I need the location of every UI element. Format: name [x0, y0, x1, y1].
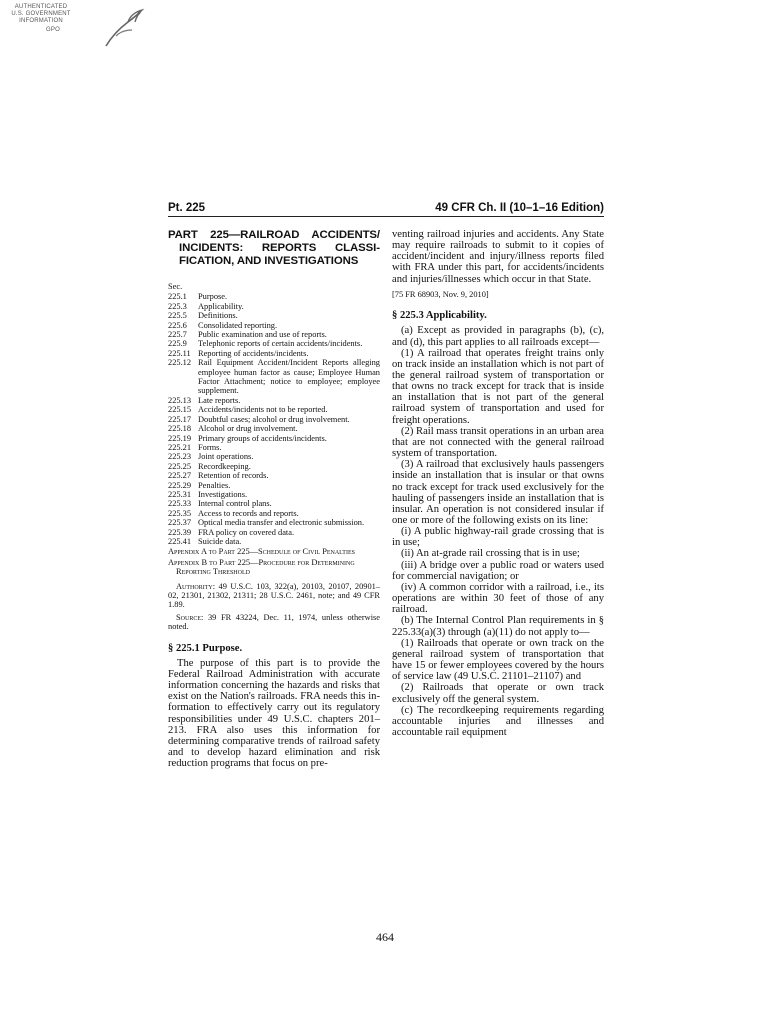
toc-entry — [168, 528, 380, 537]
toc-title: Late reports. — [198, 395, 241, 405]
toc-title: Internal control plans. — [198, 499, 272, 509]
section-225-3-heading: § 225.3 Applicability. — [392, 310, 487, 322]
paragraph: (b) The Internal Control Plan requirements in § 225.33(a)(3) through (a)(11) do not apply to— — [392, 615, 604, 638]
toc-title: Telephonic reports of certain accidents/incidents. — [198, 339, 363, 349]
toc-title: Access to records and reports. — [198, 508, 299, 518]
toc-title: Applicability. — [198, 301, 244, 311]
toc-title: Recordkeeping. — [198, 461, 251, 471]
gpo-stamp-text — [6, 4, 76, 34]
toc-number: 225.5 — [168, 311, 187, 321]
stamp-line-3: INFORMATION — [19, 18, 63, 24]
toc-number: 225.41 — [168, 536, 192, 546]
section-225-1-continuation: venting railroad injuries and accidents. Any State may require railroads to submit to it copies of accident/incident and injury/illness reports filed with FRA under this part, for accidents/incidents and injuries/illnesses which occur in that State. — [392, 229, 604, 285]
toc-number: 225.12 — [168, 358, 192, 368]
toc-entry — [168, 311, 380, 320]
toc-entry — [168, 396, 380, 405]
toc-number: 225.37 — [168, 518, 192, 528]
left-column — [168, 229, 380, 769]
authority-label: Authority: — [176, 581, 216, 591]
toc-title: Optical media transfer and electronic submission. — [198, 518, 365, 528]
section-225-1-citation: [75 FR 68903, Nov. 9, 2010] — [392, 289, 489, 299]
section-225-1-text: The purpose of this part is to provide the Federal Railroad Administration with accurate information concerning the hazards and risks that exist on the Nation's railroads. FRA needs this information to effectively carry out its regulatory responsibilities under 49 U.S.C. chapters 201–213. FRA also uses this information for determining comparative trends of railroad safety and to develop hazard elimination and risk reduction programs that focus on pre- — [168, 657, 380, 770]
paragraph: (3) A railroad that exclusively hauls passengers inside an installation that is insular or that owns no track except for track used exclusively for the hauling of passengers inside an installation that is insular. An operation is not considered insular if one or more of the following exists on its line: — [392, 459, 604, 526]
toc-entry — [168, 452, 380, 461]
toc-title: Joint operations. — [198, 452, 254, 462]
toc-section-label: Sec. — [168, 282, 183, 291]
authority-text: 49 U.S.C. 103, 322(a), 20103, 20107, 20901–02, 21301, 21302, 21311; 28 U.S.C. 2461, note; and 49 CFR 1.89. — [168, 581, 381, 610]
toc-entry — [168, 339, 380, 348]
gpo-authentication-stamp — [6, 4, 156, 54]
cfr-page — [168, 202, 604, 769]
authority-note — [168, 582, 380, 610]
table-of-contents — [168, 282, 380, 577]
paragraph: (i) A public highway-rail grade crossing that is in use; — [392, 526, 604, 549]
toc-number: 225.9 — [168, 339, 187, 349]
toc-number: 225.29 — [168, 480, 192, 490]
toc-title: Consolidated reporting. — [198, 320, 278, 330]
toc-title: Primary groups of accidents/incidents. — [198, 433, 327, 443]
toc-entry — [168, 443, 380, 452]
toc-entry — [168, 405, 380, 414]
source-note — [168, 613, 380, 632]
toc-number: 225.7 — [168, 330, 187, 340]
toc-number: 225.39 — [168, 527, 192, 537]
toc-number: 225.13 — [168, 395, 192, 405]
toc-title: Purpose. — [198, 292, 228, 302]
toc-number: 225.31 — [168, 489, 192, 499]
toc-title: Accidents/incidents not to be reported. — [198, 405, 328, 415]
toc-entry — [168, 518, 380, 527]
right-column — [392, 229, 604, 769]
toc-number: 225.17 — [168, 414, 192, 424]
toc-number: 225.33 — [168, 499, 192, 509]
toc-entry — [168, 481, 380, 490]
toc-title: Penalties. — [198, 480, 231, 490]
toc-number: 225.1 — [168, 292, 187, 302]
toc-title: Suicide data. — [198, 536, 242, 546]
toc-title: Alcohol or drug involvement. — [198, 424, 298, 434]
toc-number: 225.27 — [168, 471, 192, 481]
toc-entry — [168, 471, 380, 480]
toc-number: 225.23 — [168, 452, 192, 462]
toc-title: Investigations. — [198, 489, 248, 499]
running-header — [168, 202, 604, 217]
toc-entry — [168, 537, 380, 546]
paragraph: (ii) An at-grade rail crossing that is in use; — [401, 548, 580, 560]
toc-entry — [168, 434, 380, 443]
toc-number: 225.21 — [168, 442, 192, 452]
paragraph: (iv) A common corridor with a railroad, i.e., its operations are within 30 feet of those of any railroad. — [392, 581, 604, 616]
toc-title: Retention of records. — [198, 471, 269, 481]
toc-entry — [168, 292, 380, 301]
paragraph: (a) Except as provided in paragraphs (b), (c), and (d), this part applies to all railroads except— — [392, 325, 604, 348]
toc-number: 225.15 — [168, 405, 192, 415]
two-column-body — [168, 229, 604, 769]
paragraph: (iii) A bridge over a public road or waters used for commercial navigation; or — [392, 559, 604, 582]
part-title: PART 225—RAILROAD ACCIDENTS/ INCIDENTS: REPORTS CLASSIFICATION, AND INVESTIGATIONS — [168, 229, 380, 267]
toc-entry — [168, 415, 380, 424]
toc-title: Doubtful cases; alcohol or drug involvement. — [198, 414, 350, 424]
toc-number: 225.18 — [168, 424, 192, 434]
paragraph: (1) A railroad that operates freight trains only on track inside an installation which is not part of the general railroad system of transportation or that owns no track except for track that is inside an installation that is not part of the general railroad system of transportation and used for freight operations. — [392, 347, 604, 426]
toc-appendix-a: Appendix A to Part 225—Schedule of Civil Penalties — [168, 547, 355, 557]
source-label: Source: — [176, 612, 204, 622]
source-text: 39 FR 43224, Dec. 11, 1974, unless otherwise noted. — [168, 612, 380, 632]
toc-number: 225.3 — [168, 301, 187, 311]
toc-entry — [168, 349, 380, 358]
stamp-line-2: U.S. GOVERNMENT — [11, 11, 71, 17]
section-225-1-heading: § 225.1 Purpose. — [168, 642, 243, 654]
paragraph: (2) Rail mass transit operations in an urban area that are not connected with the general railroad system of transportation. — [392, 425, 604, 460]
toc-number: 225.19 — [168, 433, 192, 443]
eagle-logo-icon — [102, 6, 146, 50]
toc-entry — [168, 321, 380, 330]
toc-title: Rail Equipment Accident/Incident Reports alleging employee human factor as cause; Employee Human Factor Attachment; notice to employee; employee supplement. — [198, 358, 380, 396]
toc-entry — [168, 462, 380, 471]
toc-appendix-b: Appendix B to Part 225—Procedure for Determining Reporting Threshold — [168, 557, 355, 577]
stamp-line-1: AUTHENTICATED — [14, 4, 68, 10]
header-edition-label: 49 CFR Ch. II (10–1–16 Edition) — [435, 202, 604, 214]
toc-entry — [168, 424, 380, 433]
toc-number: 225.25 — [168, 461, 192, 471]
page-number: 464 — [376, 930, 394, 944]
toc-entry — [168, 490, 380, 499]
stamp-line-4: GPO — [46, 27, 60, 33]
toc-title: Forms. — [198, 442, 222, 452]
toc-title: Definitions. — [198, 311, 238, 321]
toc-entry — [168, 509, 380, 518]
toc-title: FRA policy on covered data. — [198, 527, 295, 537]
toc-number: 225.6 — [168, 320, 187, 330]
toc-entry — [168, 499, 380, 508]
paragraph: (c) The recordkeeping requirements regarding accountable injuries and illnesses and accountable rail equipment — [392, 704, 604, 738]
toc-title: Reporting of accidents/incidents. — [198, 348, 309, 358]
toc-title: Public examination and use of reports. — [198, 330, 327, 340]
toc-entry — [168, 330, 380, 339]
toc-number: 225.35 — [168, 508, 192, 518]
toc-number: 225.11 — [168, 348, 191, 358]
paragraph: (1) Railroads that operate or own track on the general railroad system of transportation that have 15 or fewer employees covered by the hours of service law (49 U.S.C. 21101–21107) and — [392, 637, 604, 683]
paragraph: (2) Railroads that operate or own track exclusively off the general system. — [392, 682, 604, 705]
header-part-label: Pt. 225 — [168, 202, 206, 214]
toc-entry — [168, 358, 380, 396]
toc-entry — [168, 302, 380, 311]
